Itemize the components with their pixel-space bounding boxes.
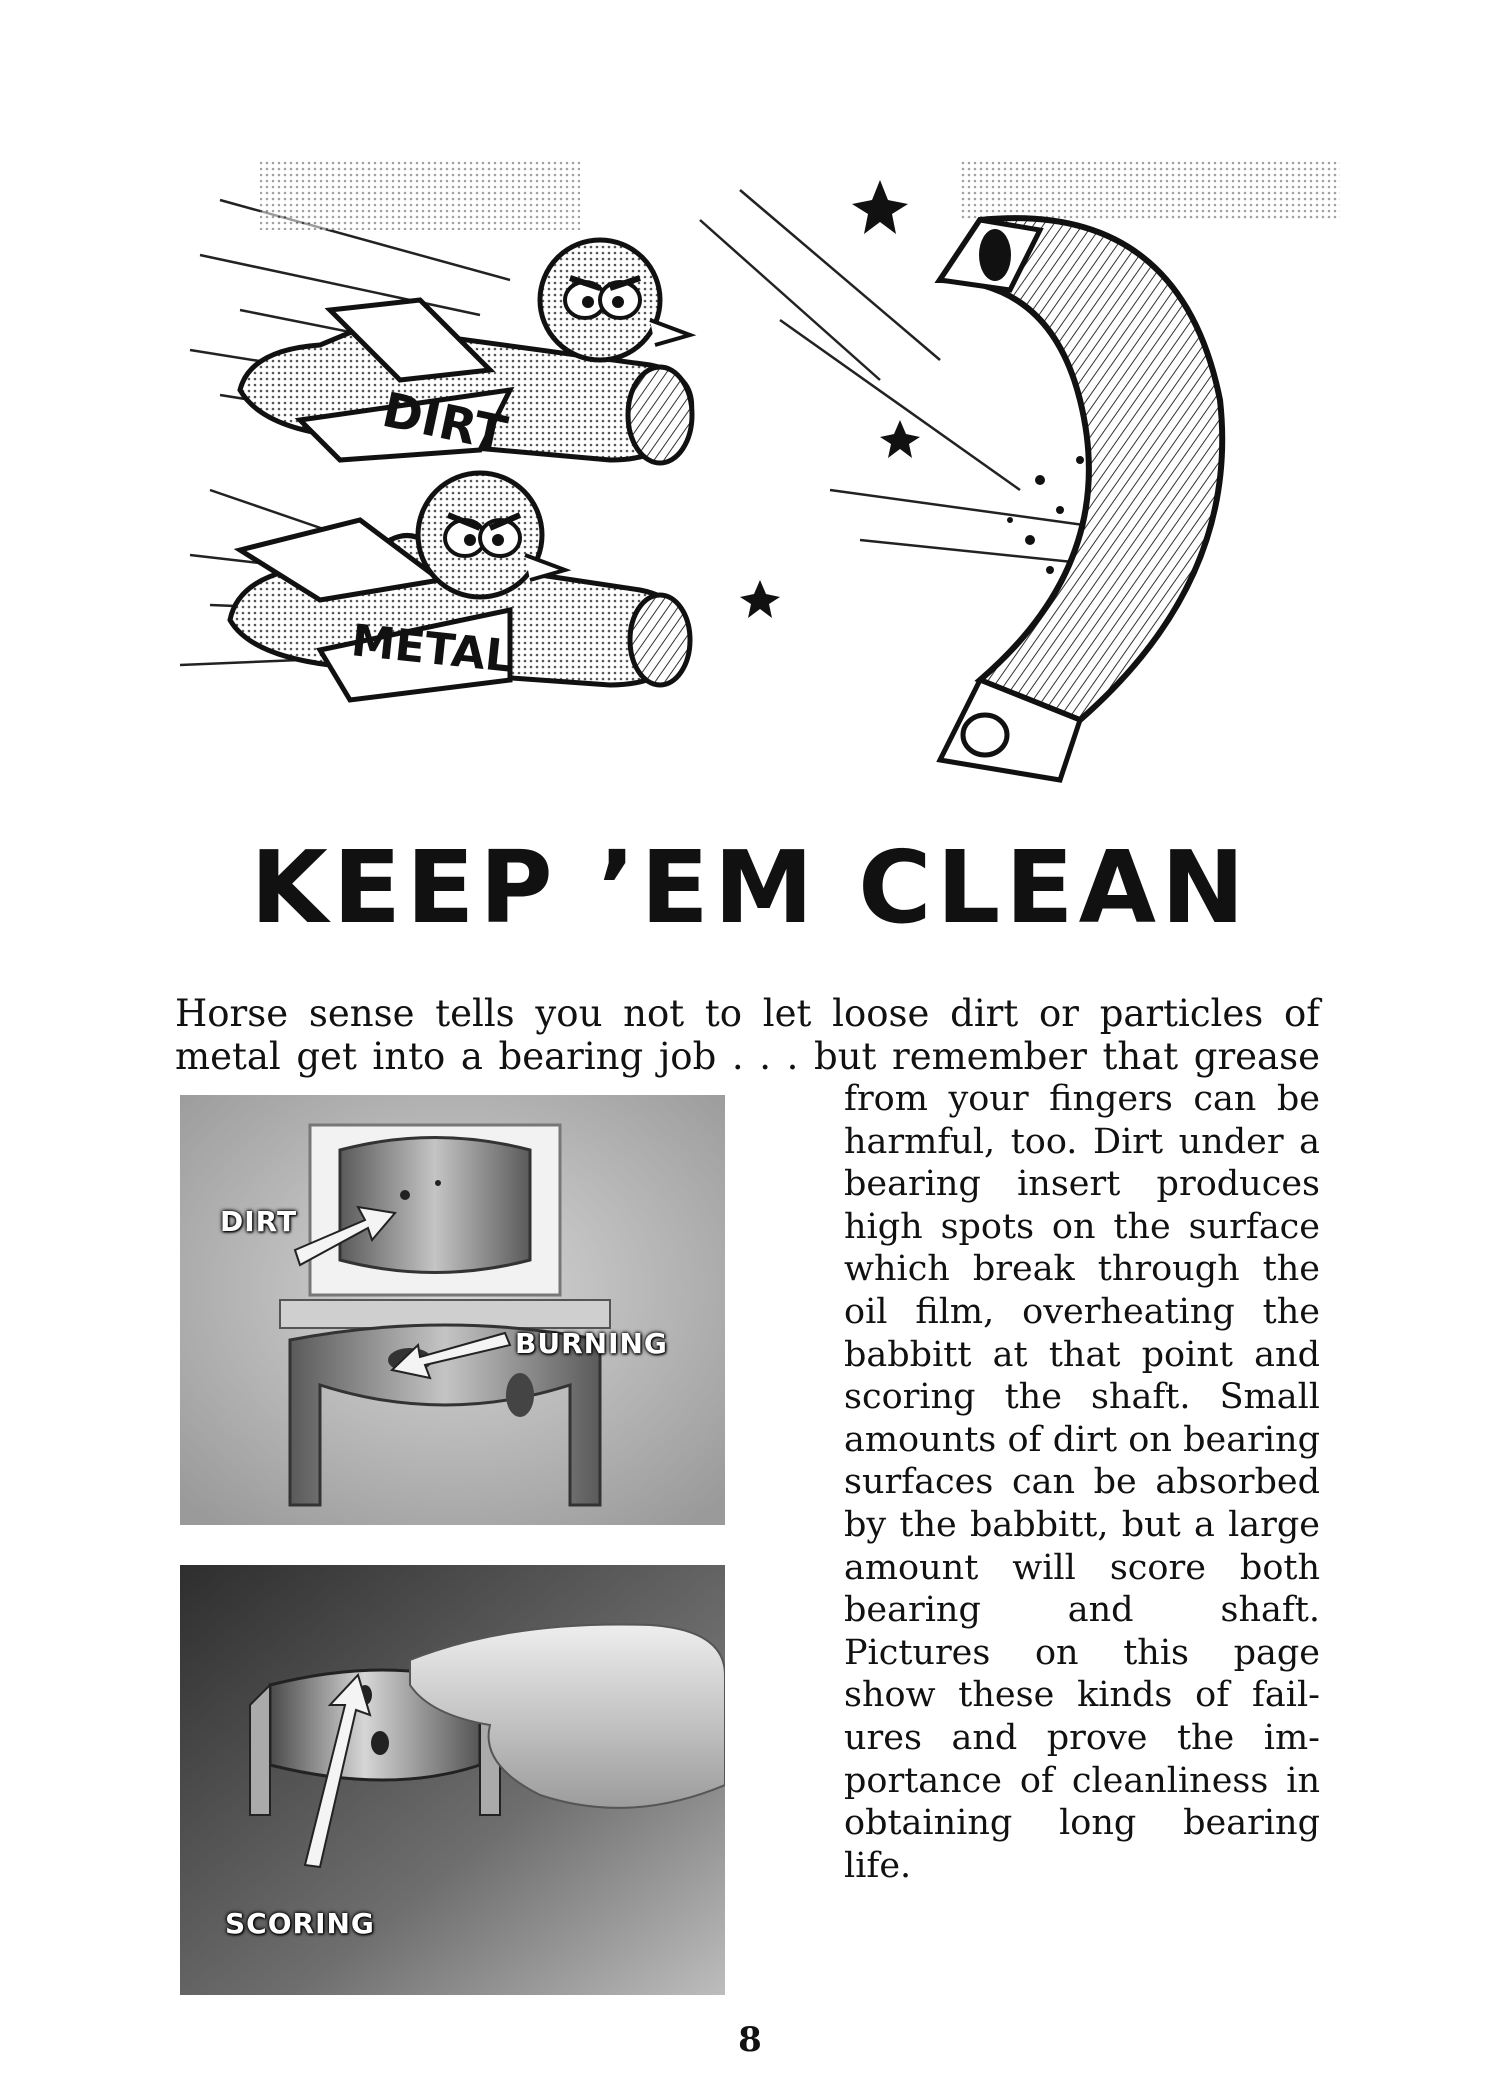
dirt-label: DIRT bbox=[220, 1205, 298, 1238]
dot-shading bbox=[960, 160, 1340, 220]
lead-paragraph: Horse sense tells you not to let loose dirt or particles of metal get into a bearing job . . . but remember that grease bbox=[175, 992, 1320, 1078]
dirt-plane bbox=[240, 240, 692, 463]
metal-plane-label: METAL bbox=[348, 615, 516, 683]
burning-label: BURNING bbox=[515, 1327, 668, 1360]
dot-shading bbox=[260, 160, 580, 230]
photo-scoring bbox=[180, 1565, 725, 1995]
page-heading: KEEP ’EM CLEAN bbox=[250, 829, 1250, 946]
photo-dirt-burning-image bbox=[180, 1095, 725, 1525]
body-paragraph: from your fingers can be harmful, too. Dirt under a bearing insert produces high spots on the surface which break through the oil film, overheating the babbitt at that point and scoring the shaft. Small amounts of dirt on bearing surfaces can be absorbed by the babbitt, but a large amount will score both bearing and shaft. Pictures on this page show these kinds of failures and prove the importance of cleanliness in obtaining long bearing life. bbox=[844, 1079, 1320, 1886]
page-number: 8 bbox=[738, 2020, 762, 2060]
scoring-label: SCORING bbox=[225, 1907, 375, 1940]
dirt-plane-label: DIRT bbox=[377, 381, 512, 463]
photo-dirt-burning bbox=[180, 1095, 725, 1525]
bearing-shell-drawing bbox=[940, 218, 1222, 780]
metal-plane bbox=[230, 473, 690, 700]
cartoon-illustration bbox=[180, 160, 1360, 840]
